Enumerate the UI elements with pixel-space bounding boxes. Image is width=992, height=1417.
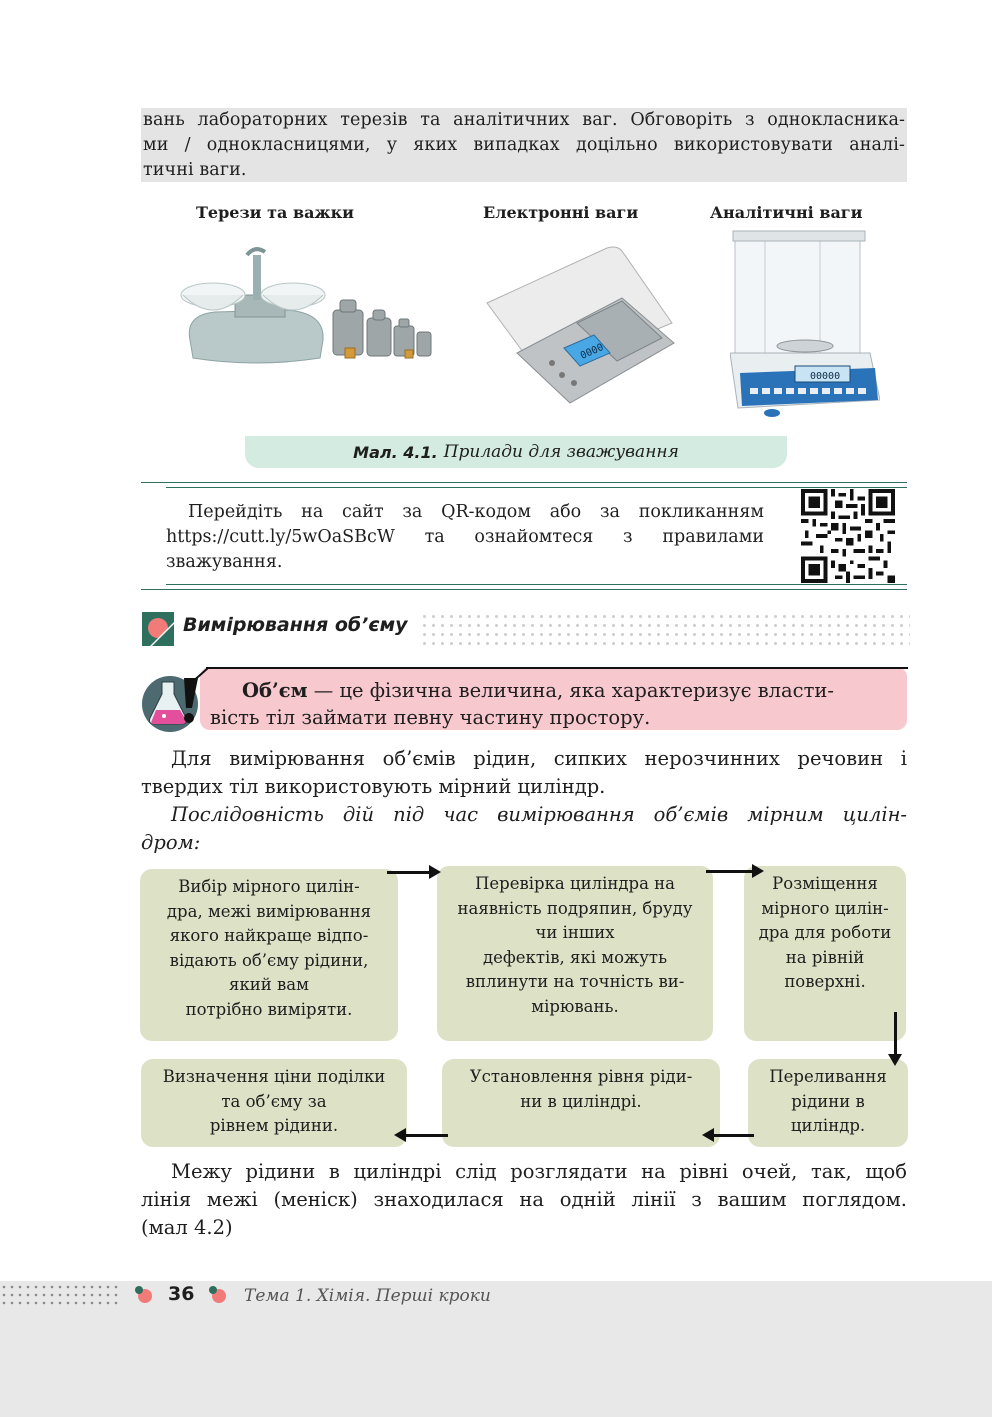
flow-text: на рівній xyxy=(785,947,865,967)
text-line: тичні ваги. xyxy=(143,160,247,180)
divider xyxy=(166,584,907,585)
flow-text: ни в циліндрі. xyxy=(520,1091,642,1111)
definition-line2: вість тіл займати певну частину простору. xyxy=(210,706,651,729)
body-paragraph xyxy=(141,1158,907,1242)
figure-caption-balance: Терези та важки xyxy=(196,203,355,222)
flow-text: дра, межі вимірювання xyxy=(166,901,372,921)
flow-text: Установлення рівня ріди- xyxy=(469,1067,693,1086)
flow-text: чи інших xyxy=(535,923,615,942)
decorative-dots xyxy=(0,1283,118,1309)
flow-text: рідини в xyxy=(791,1091,865,1111)
flow-text: дефектів, які можуть xyxy=(482,947,668,967)
flow-text: наявність подряпин, бруду xyxy=(457,898,693,918)
text-line: Перейдіть на сайт за QR-кодом або за покликанням xyxy=(188,502,764,522)
flow-text: Переливання xyxy=(769,1067,887,1086)
text-line: лінія межі (меніск) знаходилася на одній лінії з вашим поглядом. xyxy=(141,1188,907,1211)
figure-caption-electronic: Електронні ваги xyxy=(483,203,639,222)
flow-text: Визначення ціни поділки xyxy=(162,1067,386,1086)
flow-text: мірювань. xyxy=(531,996,619,1016)
figure-label: Мал. 4.1. xyxy=(353,442,438,462)
body-paragraph xyxy=(141,745,907,801)
definition-term: Об’єм xyxy=(242,679,308,702)
arrow-right-icon xyxy=(387,871,431,874)
qr-code-icon[interactable] xyxy=(801,489,895,583)
definition-rule xyxy=(186,664,908,674)
definition-text xyxy=(210,677,900,731)
text-line xyxy=(210,677,900,704)
intro-paragraph xyxy=(141,108,907,182)
electronic-scale-image xyxy=(482,243,677,408)
flow-text: мірного цилін- xyxy=(761,898,889,918)
flow-text: відають об’єму рідини, xyxy=(169,950,369,970)
flow-step-1 xyxy=(140,869,398,1041)
flow-text: дра для роботи xyxy=(758,923,892,942)
flow-text: потрібно виміряти. xyxy=(185,999,353,1019)
text-line: Межу рідини в циліндрі слід розглядати на рівні очей, так, щоб xyxy=(171,1160,907,1183)
flow-step-5 xyxy=(442,1059,720,1147)
text-line: дром: xyxy=(141,831,201,854)
arrow-down-icon xyxy=(894,1012,897,1056)
text-line: вань лабораторних терезів та аналітичних ваг. Обговоріть з однокласника- xyxy=(143,110,905,130)
footer-topic: Тема 1. Хімія. Перші кроки xyxy=(244,1286,491,1306)
definition-line1: — це фізична величина, яка характеризує власти- xyxy=(307,679,834,702)
sequence-intro xyxy=(141,801,907,857)
arrow-left-icon xyxy=(404,1134,448,1137)
flow-step-2 xyxy=(437,866,713,1041)
text-line: Послідовність дій під час вимірювання об’ємів мірним цилін- xyxy=(171,803,907,826)
section-title: Вимірювання об’єму xyxy=(183,614,408,636)
divider xyxy=(141,482,907,483)
page-number: 36 xyxy=(168,1283,195,1305)
flow-step-6 xyxy=(141,1059,407,1147)
qr-instructions xyxy=(166,500,764,575)
text-line: Для вимірювання об’ємів рідин, сипких нерозчинних речовин і xyxy=(171,747,907,770)
flow-step-4 xyxy=(748,1059,908,1147)
flow-text: вплинути на точність ви- xyxy=(465,972,685,991)
text-line: (мал 4.2) xyxy=(141,1216,233,1239)
flow-text: Вибір мірного цилін- xyxy=(178,877,360,896)
text-line: твердих тіл використовують мірний циліндр. xyxy=(141,775,606,798)
text-line: https://cutt.ly/5wOaSBcW та ознайомтеся з правилами xyxy=(166,527,764,547)
figure-title: Прилади для зважування xyxy=(443,442,679,462)
text-line: зважування. xyxy=(166,552,283,572)
flow-text: Перевірка циліндра на xyxy=(474,874,675,893)
flow-text: поверхні. xyxy=(784,972,866,991)
divider xyxy=(141,589,907,590)
footer-dot-icon xyxy=(138,1289,152,1303)
arrow-left-icon xyxy=(712,1134,754,1137)
flow-text: Розміщення xyxy=(772,874,878,893)
flow-step-3 xyxy=(744,866,906,1041)
flow-text: який вам xyxy=(229,975,309,994)
text-line: ми / однокласницями, у яких випадках доцільно використовувати аналі- xyxy=(143,135,905,155)
footer-dot-icon xyxy=(212,1289,226,1303)
flow-text: якого найкраще відпо- xyxy=(169,926,369,945)
flask-exclamation-icon xyxy=(140,664,212,736)
figure-caption-analytic: Аналітичні ваги xyxy=(710,203,863,222)
figure-caption xyxy=(245,436,787,468)
analytical-balance-image xyxy=(730,228,880,428)
flow-text: рівнем рідини. xyxy=(209,1116,339,1135)
scale-display-value: 0000 xyxy=(578,341,606,362)
flow-text: циліндр. xyxy=(790,1116,866,1135)
analytic-display-value: 00000 xyxy=(810,371,841,382)
decorative-dots xyxy=(420,612,910,646)
divider xyxy=(166,487,907,488)
arrow-right-icon xyxy=(706,870,754,873)
balance-with-weights-image xyxy=(175,240,435,375)
flow-text: та об’єму за xyxy=(221,1091,327,1111)
section-marker-icon xyxy=(142,612,174,646)
